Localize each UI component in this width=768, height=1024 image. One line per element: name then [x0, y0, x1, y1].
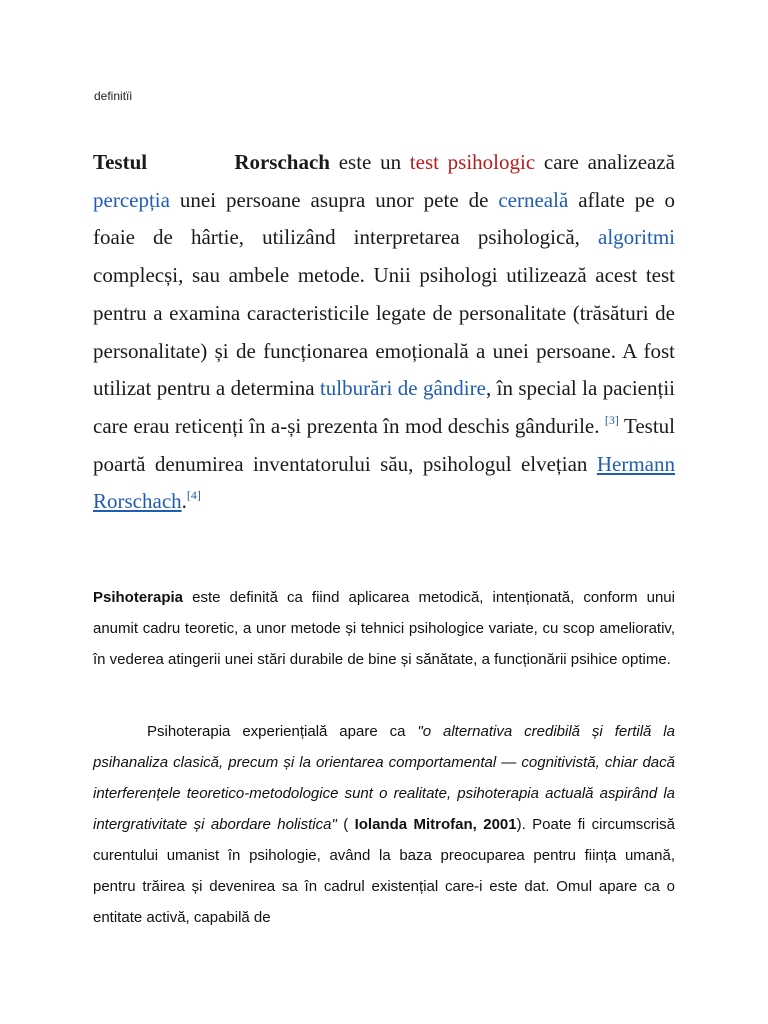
term-rorschach: Rorschach	[234, 150, 330, 174]
paragraph-psihoterapia-definitie	[93, 582, 675, 675]
quote-text: "o alternativa credibilă și fertilă la psihanaliza clasică, precum și la orientarea comportamental — cognitivistă, chiar dacă interferențele teoretico-metodologice sunt o realitate, psihoterapia actuală aspirând la intergrativitate și abordare holistica"	[93, 723, 675, 833]
text-segment: Testul poartă denumirea inventatorului său, psihologul elvețian	[93, 413, 675, 476]
text-segment: unei persoane asupra unor pete de	[169, 187, 499, 212]
text-segment: este definită ca fiind aplicarea metodică, intenționată, conform unui anumit cadru teoretic, a unor metode și tehnici psihologice variate, cu scop ameliorativ, în vederea atingerii unei stări durabile de bine și sănătate, a funcționării psihice optime.	[93, 589, 675, 668]
term-testul: Testul	[93, 150, 148, 174]
text-segment: aflate pe o foaie de hârtie, utilizând interpretarea psihologică,	[93, 187, 675, 250]
text-segment: este un	[329, 150, 410, 174]
link-hermann-rorschach[interactable]: Hermann Rorschach	[93, 451, 675, 514]
text-segment: complecși, sau ambele metode. Unii psihologi utilizează acest test pentru a examina caracteristicile legate de personalitate (trăsături de personalitate) și de funcționarea emoțională a unei persoane. A fost utilizat pentru a determina	[93, 263, 675, 401]
term-psihoterapia: Psihoterapia	[93, 589, 184, 606]
section-heading: definitïi	[94, 89, 133, 103]
text-segment: , în special la pacienții care erau reticenți în a-și prezenta în mod deschis gândurile.	[93, 376, 675, 438]
text-segment: care analizează	[535, 150, 675, 174]
reference-3-link[interactable]: [3]	[604, 412, 619, 427]
text-segment: (	[336, 816, 355, 833]
paragraph-psihoterapia-experientiala	[93, 716, 675, 933]
citation-author: Iolanda Mitrofan, 2001	[354, 816, 517, 833]
link-cerneala[interactable]: cerneală	[498, 187, 569, 212]
link-test-psihologic[interactable]: test psihologic	[409, 150, 536, 174]
text-segment: Psihoterapia experiențială apare ca	[147, 723, 418, 740]
link-tulburari-de-gandire[interactable]: tulburări de gândire	[319, 376, 486, 401]
paragraph-rorschach	[93, 144, 675, 521]
text-segment: ). Poate fi circumscrisă curentului umanist în psihologie, având la baza preocuparea pentru ființa umană, pentru trăirea și devenirea sa în cadrul existențial care-i este dat. Omul apare ca o entitate activă, capabilă de	[93, 816, 675, 926]
link-perceptia[interactable]: percepția	[93, 187, 170, 212]
link-algoritmi[interactable]: algoritmi	[598, 225, 675, 250]
reference-4-link[interactable]: [4]	[186, 488, 201, 503]
text-segment: .	[181, 489, 187, 514]
